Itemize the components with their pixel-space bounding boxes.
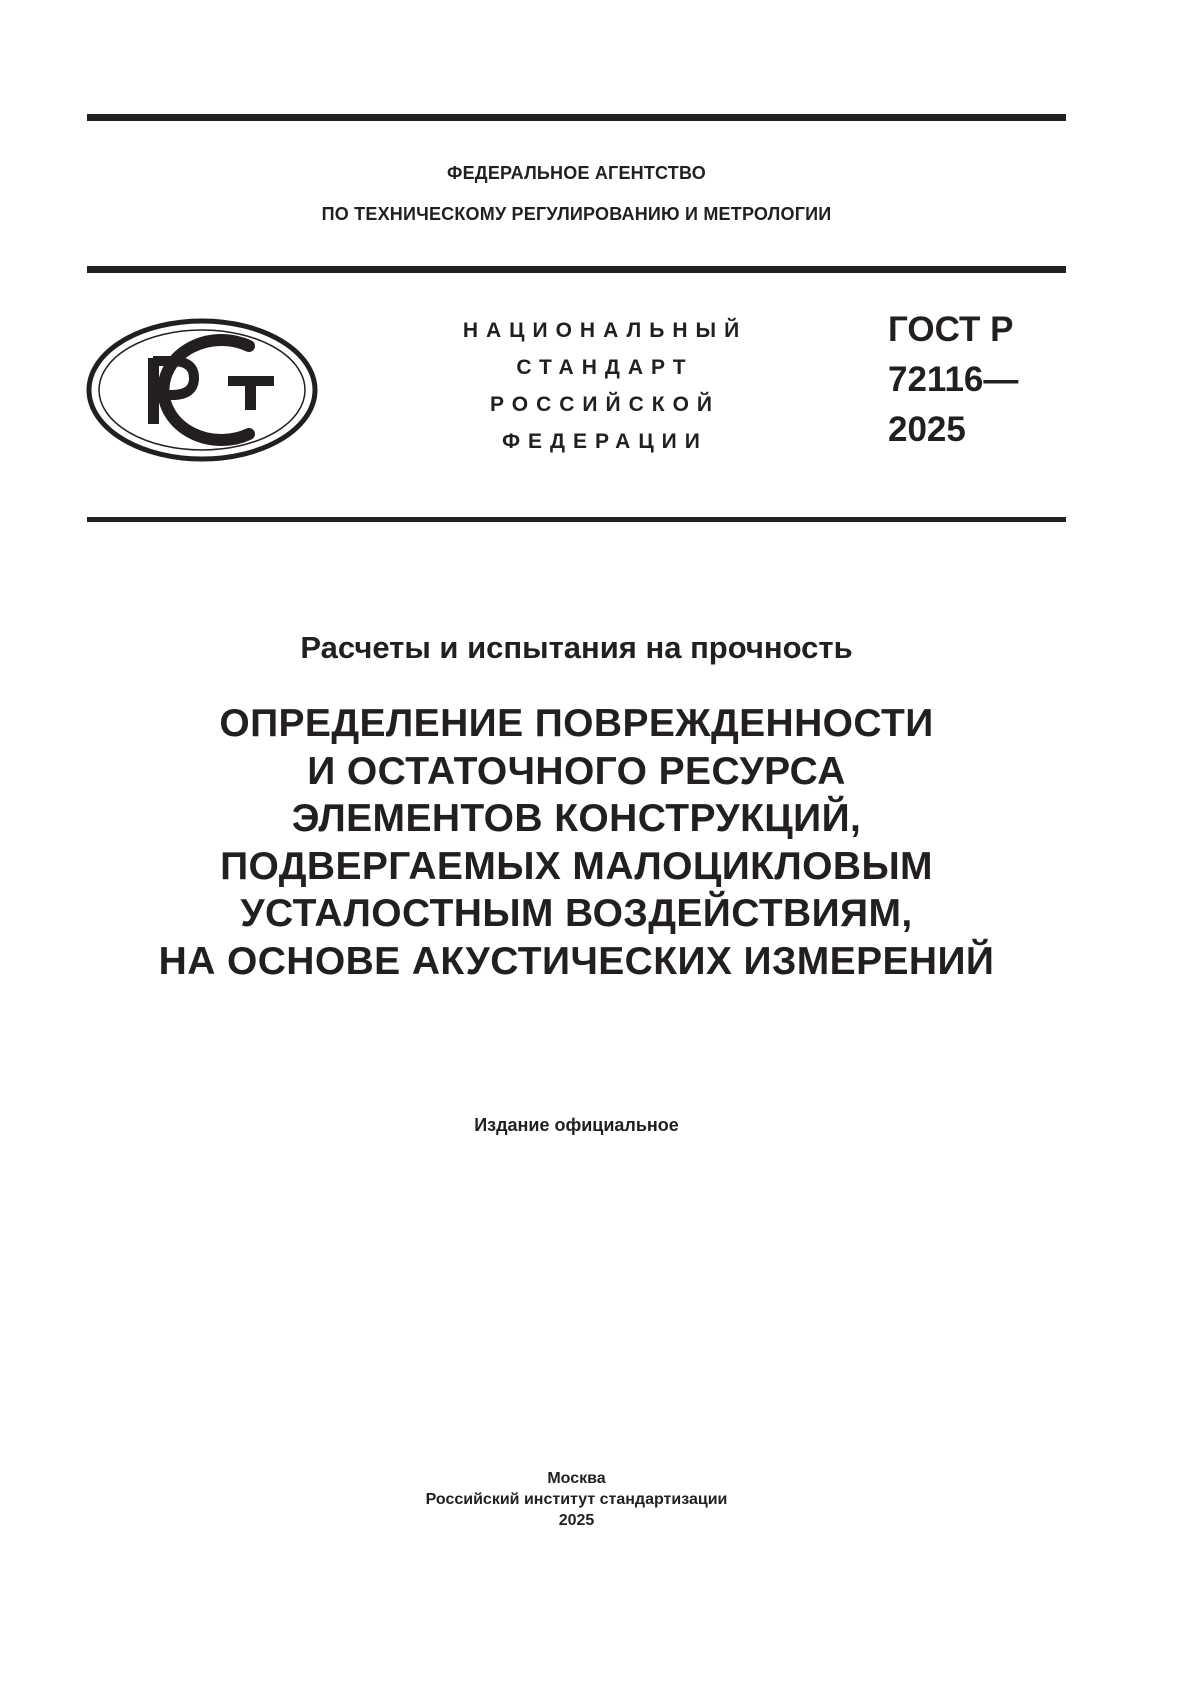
series-title: Расчеты и испытания на прочность [300, 630, 853, 665]
logo-block-rule [87, 517, 1066, 522]
title-line: ПОДВЕРГАЕМЫХ МАЛОЦИКЛОВЫМ [220, 844, 933, 888]
title-line: УСТАЛОСТНЫМ ВОЗДЕЙСТВИЯМ, [240, 892, 913, 936]
designation-line-2: 72116— [888, 360, 1019, 399]
designation-line-1: ГОСТ Р [888, 310, 1014, 349]
imprint-publisher: Российский институт стандартизации [425, 1491, 728, 1508]
imprint-year: 2025 [558, 1512, 595, 1529]
title-line: И ОСТАТОЧНОГО РЕСУРСА [307, 749, 846, 793]
top-rule [87, 114, 1066, 121]
national-standard-line-2: СТАНДАРТ [516, 356, 694, 379]
rst-logo-icon [86, 318, 318, 462]
standard-designation [888, 305, 1018, 455]
header-rule [87, 266, 1066, 273]
national-standard-line-1: НАЦИОНАЛЬНЫЙ [462, 319, 748, 342]
title-line: ЭЛЕМЕНТОВ КОНСТРУКЦИЙ, [291, 797, 862, 841]
agency-line-1: ФЕДЕРАЛЬНОЕ АГЕНТСТВО [447, 163, 706, 183]
imprint-city: Москва [547, 1470, 606, 1487]
imprint [87, 1468, 1066, 1531]
edition-note: Издание официальное [474, 1115, 679, 1135]
title-line: НА ОСНОВЕ АКУСТИЧЕСКИХ ИЗМЕРЕНИЙ [158, 939, 995, 983]
title-line: ОПРЕДЕЛЕНИЕ ПОВРЕЖДЕННОСТИ [219, 702, 934, 745]
document-title [40, 700, 1113, 986]
national-standard-line-4: ФЕДЕРАЦИИ [502, 430, 708, 453]
national-standard-line-3: РОССИЙСКОЙ [490, 393, 720, 416]
agency-line-2: ПО ТЕХНИЧЕСКОМУ РЕГУЛИРОВАНИЮ И МЕТРОЛОГИИ [321, 204, 832, 224]
designation-line-3: 2025 [888, 410, 966, 449]
